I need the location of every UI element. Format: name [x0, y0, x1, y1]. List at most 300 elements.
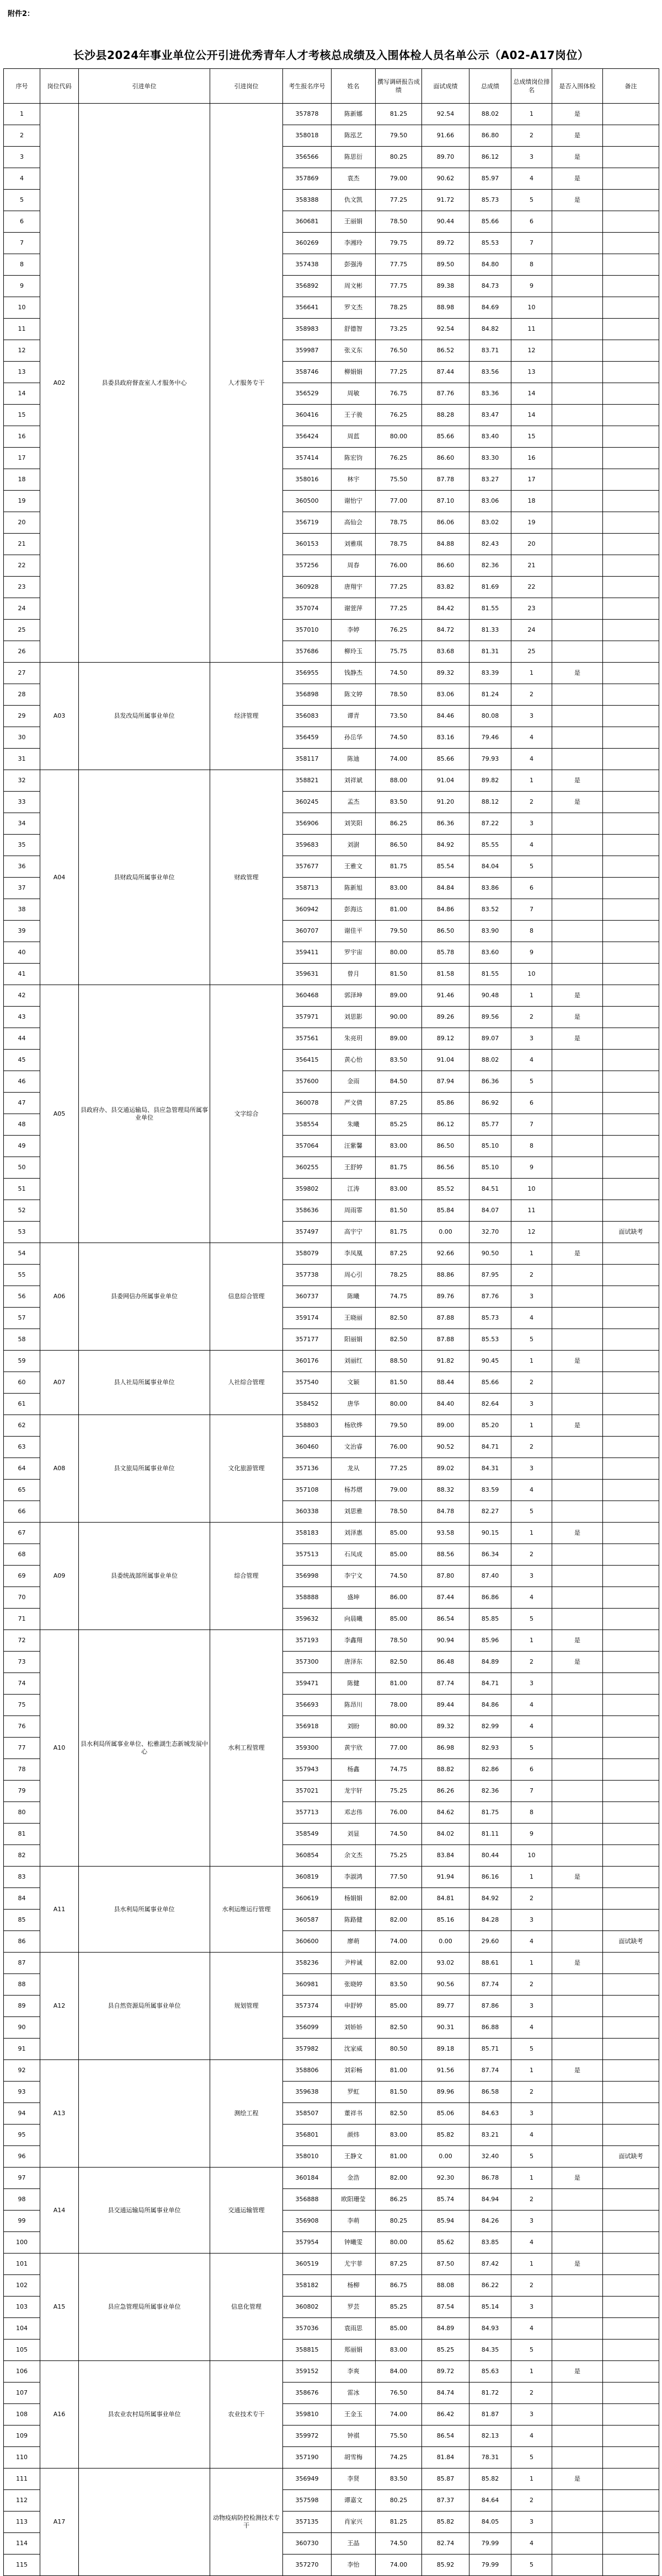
rank-cell: 4 [511, 168, 552, 190]
total-score-cell: 85.20 [469, 1415, 511, 1437]
remark-cell [603, 1974, 659, 1996]
row-index-cell: 55 [4, 1265, 40, 1286]
remark-cell [603, 276, 659, 297]
report-score-cell: 74.50 [376, 2533, 422, 2555]
total-score-cell: 86.86 [469, 1587, 511, 1609]
registration-no-cell: 356888 [283, 2189, 332, 2211]
name-cell: 王金玉 [332, 2404, 376, 2426]
interview-score-cell: 86.54 [422, 2426, 469, 2447]
remark-cell [603, 1480, 659, 1501]
row-index-cell: 33 [4, 792, 40, 813]
rank-cell: 14 [511, 383, 552, 405]
medical-exam-cell: 是 [552, 168, 603, 190]
registration-no-cell: 356949 [283, 2469, 332, 2490]
name-cell: 陈思衍 [332, 147, 376, 168]
rank-cell: 4 [511, 2318, 552, 2340]
row-index-cell: 57 [4, 1308, 40, 1329]
name-cell: 孙岳华 [332, 727, 376, 749]
medical-exam-cell: 是 [552, 663, 603, 684]
row-index-cell: 80 [4, 1802, 40, 1824]
medical-exam-cell [552, 1329, 603, 1351]
row-index-cell: 96 [4, 2146, 40, 2168]
registration-no-cell: 356693 [283, 1695, 332, 1716]
medical-exam-cell [552, 2125, 603, 2146]
interview-score-cell: 84.46 [422, 706, 469, 727]
remark-cell [603, 491, 659, 512]
interview-score-cell: 86.48 [422, 1652, 469, 1673]
row-index-cell: 86 [4, 1931, 40, 1953]
total-score-cell: 84.86 [469, 1695, 511, 1716]
report-score-cell: 80.25 [376, 2490, 422, 2512]
report-score-cell: 85.00 [376, 1544, 422, 1566]
row-index-cell: 10 [4, 297, 40, 319]
report-score-cell: 76.00 [376, 555, 422, 577]
name-cell: 刘丽红 [332, 1351, 376, 1372]
registration-no-cell: 356892 [283, 276, 332, 297]
remark-cell [603, 469, 659, 491]
interview-score-cell: 87.88 [422, 1329, 469, 1351]
registration-no-cell: 359631 [283, 964, 332, 985]
rank-cell: 12 [511, 1222, 552, 1243]
interview-score-cell: 89.02 [422, 1458, 469, 1480]
registration-no-cell: 358888 [283, 1587, 332, 1609]
remark-cell [603, 2404, 659, 2426]
name-cell: 汪紫馨 [332, 1136, 376, 1157]
rank-cell: 8 [511, 254, 552, 276]
total-score-cell: 86.78 [469, 2168, 511, 2189]
interview-score-cell: 89.12 [422, 1028, 469, 1050]
post-cell: 文化旅游管理 [210, 1415, 283, 1523]
interview-score-cell: 89.77 [422, 1996, 469, 2017]
unit-cell: 县水利局所属事业单位、松雅湖生态新城发展中心 [79, 1630, 210, 1867]
medical-exam-cell [552, 1179, 603, 1200]
unit-cell [79, 2060, 210, 2168]
report-score-cell: 85.00 [376, 1523, 422, 1544]
unit-cell: 县自然资源局所属事业单位 [79, 1953, 210, 2060]
remark-cell [603, 254, 659, 276]
registration-no-cell: 360338 [283, 1501, 332, 1523]
remark-cell [603, 362, 659, 383]
total-score-cell: 85.66 [469, 211, 511, 233]
total-score-cell: 85.14 [469, 2297, 511, 2318]
report-score-cell: 80.00 [376, 2232, 422, 2254]
registration-no-cell: 356529 [283, 383, 332, 405]
medical-exam-cell [552, 448, 603, 469]
name-cell: 周敏 [332, 383, 376, 405]
interview-score-cell: 88.98 [422, 297, 469, 319]
name-cell: 张晓婷 [332, 1974, 376, 1996]
rank-cell: 2 [511, 125, 552, 147]
medical-exam-cell [552, 2533, 603, 2555]
report-score-cell: 78.75 [376, 512, 422, 534]
total-score-cell: 82.36 [469, 555, 511, 577]
registration-no-cell: 358183 [283, 1523, 332, 1544]
row-index-cell: 31 [4, 749, 40, 770]
post-code-cell: A17 [40, 2469, 79, 2576]
medical-exam-cell [552, 1372, 603, 1394]
unit-cell: 县农业农村局所属事业单位 [79, 2361, 210, 2469]
remark-cell [603, 1394, 659, 1415]
medical-exam-cell: 是 [552, 1007, 603, 1028]
registration-no-cell: 358016 [283, 469, 332, 491]
registration-no-cell: 360737 [283, 1286, 332, 1308]
row-index-cell: 94 [4, 2103, 40, 2125]
report-score-cell: 82.50 [376, 1329, 422, 1351]
name-cell: 陈新娜 [332, 104, 376, 125]
medical-exam-cell [552, 684, 603, 706]
interview-score-cell: 84.72 [422, 620, 469, 641]
remark-cell [603, 1716, 659, 1738]
remark-cell [603, 2232, 659, 2254]
registration-no-cell: 357540 [283, 1372, 332, 1394]
registration-no-cell: 358117 [283, 749, 332, 770]
total-score-cell: 80.08 [469, 706, 511, 727]
table-header-row [4, 69, 659, 104]
registration-no-cell: 357497 [283, 1222, 332, 1243]
report-score-cell: 77.00 [376, 1738, 422, 1759]
medical-exam-cell [552, 856, 603, 878]
remark-cell: 面试缺考 [603, 1222, 659, 1243]
rank-cell: 2 [511, 1437, 552, 1458]
unit-cell: 县财政局所属事业单位 [79, 770, 210, 985]
header-cell: 总成绩岗位排名 [511, 69, 552, 104]
medical-exam-cell [552, 1673, 603, 1695]
total-score-cell: 83.90 [469, 921, 511, 942]
medical-exam-cell: 是 [552, 190, 603, 211]
remark-cell [603, 1265, 659, 1286]
rank-cell: 5 [511, 856, 552, 878]
unit-cell [79, 2469, 210, 2576]
row-index-cell: 43 [4, 1007, 40, 1028]
rank-cell: 20 [511, 534, 552, 555]
post-cell: 动物疫病防控检测技术专干 [210, 2469, 283, 2576]
row-index-cell: 38 [4, 899, 40, 921]
registration-no-cell: 357561 [283, 1028, 332, 1050]
registration-no-cell: 358507 [283, 2103, 332, 2125]
row-index-cell: 45 [4, 1050, 40, 1071]
post-cell: 人社综合管理 [210, 1351, 283, 1415]
name-cell: 刘思雅 [332, 1501, 376, 1523]
header-cell: 岗位代码 [40, 69, 79, 104]
rank-cell: 2 [511, 1265, 552, 1286]
registration-no-cell: 356566 [283, 147, 332, 168]
report-score-cell: 77.25 [376, 190, 422, 211]
remark-cell [603, 190, 659, 211]
row-index-cell: 18 [4, 469, 40, 491]
name-cell: 陈泓艺 [332, 125, 376, 147]
name-cell: 欧阳珊莹 [332, 2189, 376, 2211]
total-score-cell: 81.11 [469, 1824, 511, 1845]
remark-cell [603, 792, 659, 813]
registration-no-cell: 356906 [283, 813, 332, 835]
remark-cell [603, 1695, 659, 1716]
registration-no-cell: 357300 [283, 1652, 332, 1673]
registration-no-cell: 360600 [283, 1931, 332, 1953]
rank-cell: 4 [511, 1931, 552, 1953]
row-index-cell: 40 [4, 942, 40, 964]
rank-cell: 1 [511, 1523, 552, 1544]
rank-cell: 3 [511, 1996, 552, 2017]
interview-score-cell: 90.56 [422, 1974, 469, 1996]
total-score-cell: 80.44 [469, 1845, 511, 1867]
registration-no-cell: 358803 [283, 1415, 332, 1437]
rank-cell: 2 [511, 2189, 552, 2211]
medical-exam-cell: 是 [552, 1351, 603, 1372]
header-cell: 姓名 [332, 69, 376, 104]
rank-cell: 1 [511, 770, 552, 792]
row-index-cell: 64 [4, 1458, 40, 1480]
name-cell: 罗芸 [332, 2297, 376, 2318]
registration-no-cell: 359174 [283, 1308, 332, 1329]
remark-cell [603, 512, 659, 534]
total-score-cell: 81.33 [469, 620, 511, 641]
interview-score-cell: 89.44 [422, 1695, 469, 1716]
rank-cell: 3 [511, 706, 552, 727]
total-score-cell: 83.06 [469, 491, 511, 512]
name-cell: 罗文杰 [332, 297, 376, 319]
table-row [4, 1630, 659, 1652]
registration-no-cell: 357414 [283, 448, 332, 469]
name-cell: 王静文 [332, 2146, 376, 2168]
interview-score-cell: 85.66 [422, 749, 469, 770]
row-index-cell: 25 [4, 620, 40, 641]
interview-score-cell: 88.56 [422, 1544, 469, 1566]
row-index-cell: 62 [4, 1415, 40, 1437]
total-score-cell: 87.40 [469, 1566, 511, 1587]
registration-no-cell: 358815 [283, 2340, 332, 2361]
name-cell: 高仙会 [332, 512, 376, 534]
row-index-cell: 61 [4, 1394, 40, 1415]
interview-score-cell: 81.84 [422, 2447, 469, 2469]
registration-no-cell: 359471 [283, 1673, 332, 1695]
registration-no-cell: 360500 [283, 491, 332, 512]
rank-cell: 21 [511, 555, 552, 577]
unit-cell: 县人社局所属事业单位 [79, 1351, 210, 1415]
interview-score-cell: 84.02 [422, 1824, 469, 1845]
rank-cell: 4 [511, 2232, 552, 2254]
remark-cell [603, 2168, 659, 2189]
registration-no-cell: 360255 [283, 1157, 332, 1179]
row-index-cell: 29 [4, 706, 40, 727]
registration-no-cell: 357438 [283, 254, 332, 276]
interview-score-cell: 89.72 [422, 233, 469, 254]
total-score-cell: 32.40 [469, 2146, 511, 2168]
name-cell: 王丽娟 [332, 211, 376, 233]
total-score-cell: 88.02 [469, 104, 511, 125]
registration-no-cell: 357600 [283, 1071, 332, 1093]
total-score-cell: 87.22 [469, 813, 511, 835]
unit-cell: 县应急管理局所属事业单位 [79, 2254, 210, 2361]
row-index-cell: 37 [4, 878, 40, 899]
registration-no-cell: 360519 [283, 2254, 332, 2275]
interview-score-cell: 89.00 [422, 1415, 469, 1437]
report-score-cell: 90.00 [376, 1007, 422, 1028]
report-score-cell: 83.50 [376, 1050, 422, 1071]
total-score-cell: 81.55 [469, 964, 511, 985]
interview-score-cell: 85.52 [422, 1179, 469, 1200]
total-score-cell: 81.87 [469, 2404, 511, 2426]
remark-cell [603, 2318, 659, 2340]
medical-exam-cell [552, 211, 603, 233]
report-score-cell: 86.25 [376, 2189, 422, 2211]
interview-score-cell: 87.88 [422, 1308, 469, 1329]
medical-exam-cell [552, 1286, 603, 1308]
total-score-cell: 83.47 [469, 405, 511, 426]
report-score-cell: 75.50 [376, 2426, 422, 2447]
name-cell: 柳玲玉 [332, 641, 376, 663]
total-score-cell: 83.52 [469, 899, 511, 921]
remark-cell [603, 770, 659, 792]
report-score-cell: 82.00 [376, 1953, 422, 1974]
rank-cell: 5 [511, 190, 552, 211]
medical-exam-cell [552, 1845, 603, 1867]
interview-score-cell: 84.78 [422, 1501, 469, 1523]
row-index-cell: 58 [4, 1329, 40, 1351]
report-score-cell: 83.50 [376, 1974, 422, 1996]
interview-score-cell: 91.94 [422, 1867, 469, 1888]
row-index-cell: 50 [4, 1157, 40, 1179]
row-index-cell: 63 [4, 1437, 40, 1458]
medical-exam-cell [552, 577, 603, 598]
registration-no-cell: 358806 [283, 2060, 332, 2082]
registration-no-cell: 358388 [283, 190, 332, 211]
rank-cell: 1 [511, 985, 552, 1007]
registration-no-cell: 360730 [283, 2533, 332, 2555]
report-score-cell: 82.50 [376, 1308, 422, 1329]
report-score-cell: 88.00 [376, 770, 422, 792]
report-score-cell: 83.00 [376, 2125, 422, 2146]
registration-no-cell: 357064 [283, 1136, 332, 1157]
remark-cell [603, 2426, 659, 2447]
header-cell: 考生报名序号 [283, 69, 332, 104]
total-score-cell: 79.93 [469, 749, 511, 770]
unit-cell: 县委统战部所属事业单位 [79, 1523, 210, 1630]
total-score-cell: 85.96 [469, 1630, 511, 1652]
row-index-cell: 108 [4, 2404, 40, 2426]
total-score-cell: 83.30 [469, 448, 511, 469]
post-code-cell: A16 [40, 2361, 79, 2469]
report-score-cell: 80.25 [376, 147, 422, 168]
name-cell: 石凤成 [332, 1544, 376, 1566]
registration-no-cell: 356415 [283, 1050, 332, 1071]
remark-cell [603, 534, 659, 555]
total-score-cell: 81.75 [469, 1802, 511, 1824]
report-score-cell: 77.75 [376, 276, 422, 297]
total-score-cell: 82.93 [469, 1738, 511, 1759]
interview-score-cell: 85.62 [422, 2232, 469, 2254]
row-index-cell: 24 [4, 598, 40, 620]
row-index-cell: 72 [4, 1630, 40, 1652]
interview-score-cell: 86.06 [422, 512, 469, 534]
registration-no-cell: 358713 [283, 878, 332, 899]
report-score-cell: 76.25 [376, 448, 422, 469]
medical-exam-cell [552, 1093, 603, 1114]
medical-exam-cell [552, 340, 603, 362]
registration-no-cell: 359987 [283, 340, 332, 362]
total-score-cell: 83.39 [469, 663, 511, 684]
total-score-cell: 86.58 [469, 2082, 511, 2103]
row-index-cell: 65 [4, 1480, 40, 1501]
report-score-cell: 78.50 [376, 1501, 422, 1523]
interview-score-cell: 91.56 [422, 2060, 469, 2082]
interview-score-cell: 90.44 [422, 211, 469, 233]
report-score-cell: 82.00 [376, 2168, 422, 2189]
name-cell: 李宁文 [332, 1566, 376, 1587]
report-score-cell: 83.00 [376, 2340, 422, 2361]
medical-exam-cell [552, 1695, 603, 1716]
interview-score-cell: 85.94 [422, 2211, 469, 2232]
interview-score-cell: 90.31 [422, 2017, 469, 2039]
row-index-cell: 4 [4, 168, 40, 190]
report-score-cell: 83.50 [376, 792, 422, 813]
row-index-cell: 48 [4, 1114, 40, 1136]
registration-no-cell: 360619 [283, 1888, 332, 1910]
name-cell: 王晓丽 [332, 1308, 376, 1329]
medical-exam-cell [552, 233, 603, 254]
name-cell: 舒德智 [332, 319, 376, 340]
interview-score-cell: 92.30 [422, 2168, 469, 2189]
total-score-cell: 81.31 [469, 641, 511, 663]
medical-exam-cell: 是 [552, 1028, 603, 1050]
name-cell: 李凤凰 [332, 1243, 376, 1265]
rank-cell: 3 [511, 1910, 552, 1931]
report-score-cell: 77.50 [376, 1867, 422, 1888]
registration-no-cell: 359810 [283, 2404, 332, 2426]
rank-cell: 1 [511, 2168, 552, 2189]
remark-cell [603, 942, 659, 964]
registration-no-cell: 360245 [283, 792, 332, 813]
medical-exam-cell [552, 1910, 603, 1931]
unit-cell: 县文旅局所属事业单位 [79, 1415, 210, 1523]
row-index-cell: 68 [4, 1544, 40, 1566]
total-score-cell: 82.64 [469, 1394, 511, 1415]
total-score-cell: 84.64 [469, 2490, 511, 2512]
row-index-cell: 73 [4, 1652, 40, 1673]
report-score-cell: 76.25 [376, 620, 422, 641]
registration-no-cell: 357190 [283, 2447, 332, 2469]
report-score-cell: 82.00 [376, 1910, 422, 1931]
interview-score-cell: 82.74 [422, 2533, 469, 2555]
row-index-cell: 113 [4, 2512, 40, 2533]
interview-score-cell: 90.52 [422, 1437, 469, 1458]
interview-score-cell: 93.58 [422, 1523, 469, 1544]
row-index-cell: 7 [4, 233, 40, 254]
post-code-cell: A14 [40, 2168, 79, 2254]
registration-no-cell: 358079 [283, 1243, 332, 1265]
rank-cell: 7 [511, 899, 552, 921]
medical-exam-cell [552, 1974, 603, 1996]
medical-exam-cell [552, 1802, 603, 1824]
medical-exam-cell [552, 2490, 603, 2512]
remark-cell [603, 2512, 659, 2533]
remark-cell [603, 1910, 659, 1931]
total-score-cell: 86.16 [469, 1867, 511, 1888]
total-score-cell: 90.50 [469, 1243, 511, 1265]
registration-no-cell: 356083 [283, 706, 332, 727]
rank-cell: 2 [511, 792, 552, 813]
remark-cell [603, 985, 659, 1007]
total-score-cell: 84.04 [469, 856, 511, 878]
interview-score-cell: 87.10 [422, 491, 469, 512]
results-table [3, 68, 659, 2576]
interview-score-cell: 92.54 [422, 319, 469, 340]
name-cell: 刘娇娇 [332, 2017, 376, 2039]
remark-cell [603, 598, 659, 620]
rank-cell: 2 [511, 2490, 552, 2512]
name-cell: 周心引 [332, 1265, 376, 1286]
interview-score-cell: 92.54 [422, 104, 469, 125]
report-score-cell: 74.00 [376, 749, 422, 770]
